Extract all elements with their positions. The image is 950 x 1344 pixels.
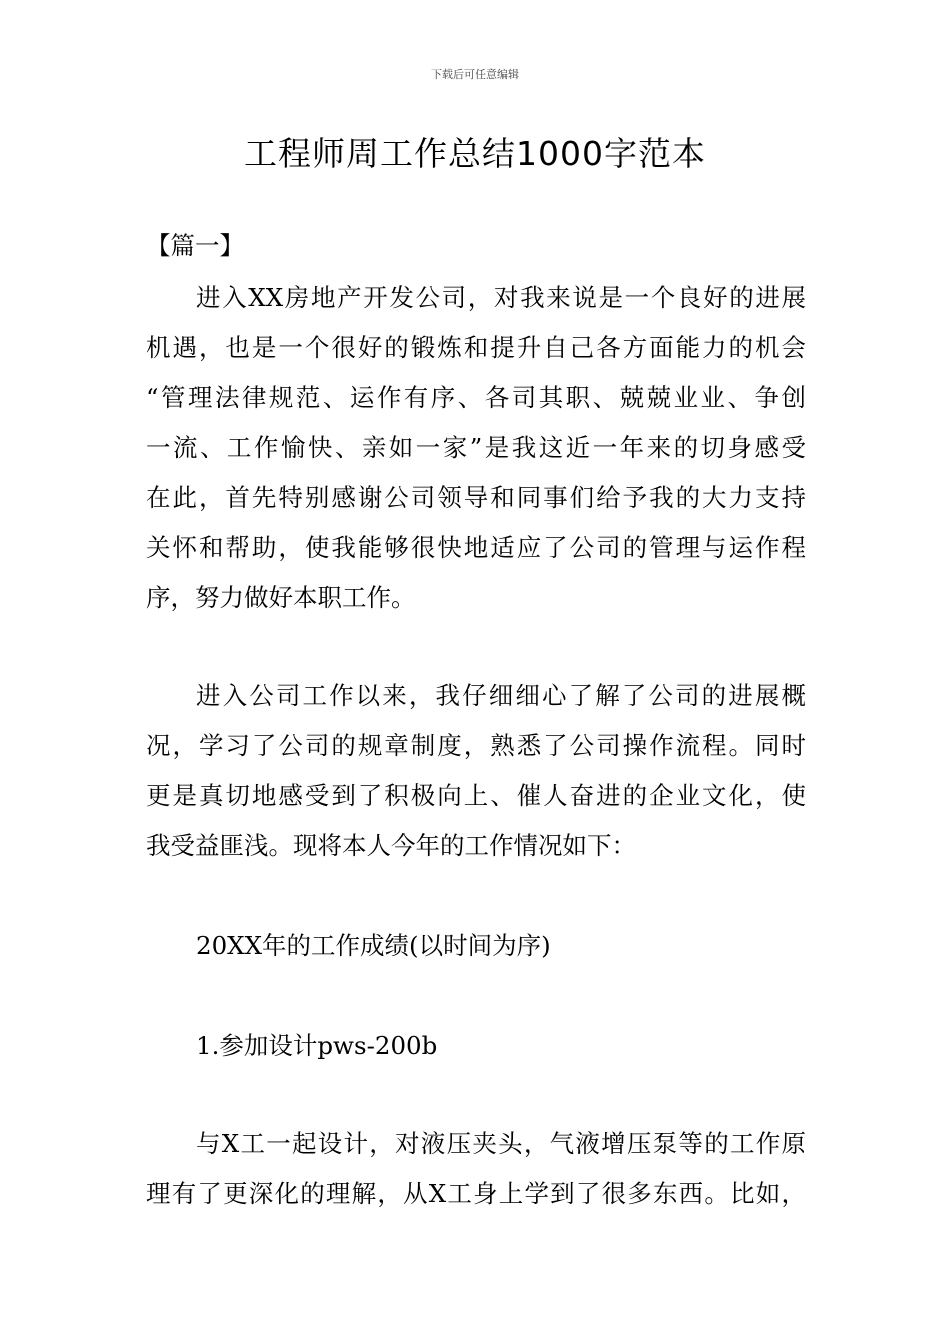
paragraph-line: 况，学习了公司的规章制度，熟悉了公司操作流程。同时 [146,731,806,760]
paragraph-line: “管理法律规范、运作有序、各司其职、兢兢业业、争创 [146,383,806,412]
paragraph-line: 进入XX房地产开发公司，对我来说是一个良好的进展 [196,283,806,312]
document-title: 工程师周工作总结1000字范本 [244,134,706,173]
section-label: 【篇一】 [146,231,244,260]
paragraph-line: 我受益匪浅。现将本人今年的工作情况如下： [146,831,636,860]
paragraph-line: 与X工一起设计，对液压夹头，气液增压泵等的工作原 [196,1129,806,1158]
paragraph-line: 20XX年的工作成绩(以时间为序) [196,931,551,960]
paragraph-line: 一流、工作愉快、亲如一家”是我这近一年来的切身感受 [146,433,806,462]
paragraph-line: 序，努力做好本职工作。 [146,583,416,612]
paragraph-line: 机遇，也是一个很好的锻炼和提升自己各方面能力的机会 [146,333,806,362]
paragraph-line: 理有了更深化的理解，从X工身上学到了很多东西。比如， [146,1179,806,1208]
paragraph-line: 1.参加设计pws-200b [196,1031,438,1060]
header-note: 下载后可任意编辑 [431,68,519,81]
paragraph-line: 关怀和帮助，使我能够很快地适应了公司的管理与运作程 [146,533,806,562]
paragraph-line: 进入公司工作以来，我仔细细心了解了公司的进展概 [196,681,806,710]
paragraph-line: 更是真切地感受到了积极向上、催人奋进的企业文化，使 [146,781,806,810]
paragraph-line: 在此，首先特别感谢公司领导和同事们给予我的大力支持 [146,483,806,512]
